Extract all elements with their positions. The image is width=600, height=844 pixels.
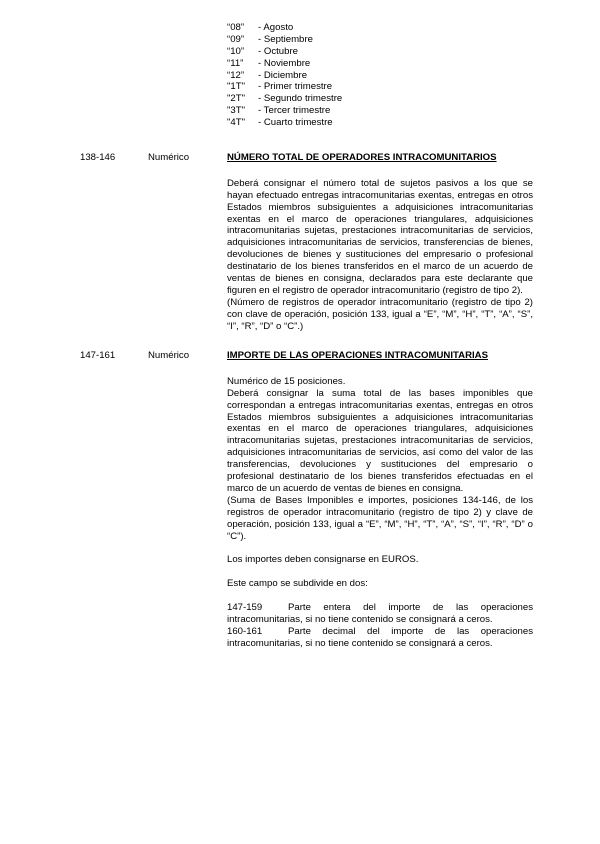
field-position: 138-146 [80,152,116,163]
period-code-row [227,105,342,117]
period-code-row [227,58,342,70]
period-code: “08” [227,22,245,33]
period-code-row [227,81,342,93]
description-paragraph: Deberá consignar el número total de sujetos pasivos a los que se hayan efectuado entregas intracomunitarias exentas, entregas en otros Estados miembros subsiguientes a adquisiciones intracomunitarias exentas en el marco de operaciones triangulares, adquisiciones intracomunitarias sujetas, prestaciones intracomunitarias de servicios, adquisiciones intracomunitarias de servicios, transferencias de bienes, devoluciones de bienes y sustituciones del empresario o profesional destinatario de los bienes transferidos en el marco de un acuerdo de ventas de bienes en consigna, declarados para este declarante que figuren en el registro de operador intracomunitario (registro de tipo 2). [227,177,533,296]
period-label: - Primer trimestre [258,81,333,93]
period-code-row [227,117,342,129]
period-code-row [227,22,342,34]
period-code: “11” [227,57,244,69]
subfield-row [227,602,533,626]
currency-note: Los importes deben consignarse en EUROS. [227,554,419,566]
period-label: - Septiembre [258,33,313,45]
period-code-row [227,34,342,46]
description-paragraph: Deberá consignar la suma total de las bases imponibles que correspondan a entregas intracomunitarias exentas, entregas en otros Estados miembros subsiguientes a adquisiciones intracomunitarias exentas en el marco de operaciones triangulares, adquisiciones intracomunitarias sujetas, prestaciones intracomunitarias de servicios, adquisiciones intracomunitarias de servicios, así como del valor de las transferencias, devoluciones y sustituciones del empresario o profesional destinatario de los bienes transferidos efectuadas en el marco de un acuerdo de ventas de bienes en consigna. [227,387,533,494]
period-label: - Tercer trimestre [258,105,331,117]
period-code: “09” [227,33,245,45]
period-code: "1T" [227,81,246,93]
period-label: - Segundo trimestre [258,93,343,105]
period-code-row [227,93,342,105]
subfield-text: Parte decimal del importe de las operaciones intracomunitarias, si no tiene contenido se consignará a ceros. [227,625,533,649]
period-code-row [227,70,342,82]
period-code: "4T" [227,117,246,129]
field-heading: NÚMERO TOTAL DE OPERADORES INTRACOMUNITARIOS [227,152,497,163]
subfield-text: Parte entera del importe de las operaciones intracomunitarias, si no tiene contenido se consignará a ceros. [227,601,533,625]
subfield-range: 160-161 [227,625,263,637]
field-length-note: Numérico de 15 posiciones. [227,375,346,387]
field-heading: IMPORTE DE LAS OPERACIONES INTRACOMUNITARIAS [227,350,488,361]
period-label: - Diciembre [258,69,308,81]
field-description [227,152,533,333]
period-label: - Cuarto trimestre [258,117,333,129]
subfield-row [227,626,533,650]
description-note: (Número de registros de operador intracomunitario (registro de tipo 2) con clave de operación, posición 133, igual a “E”, “M”, “H”, “T”, “A”, “S”, “I”, “R”, “D” o “C”.) [227,296,533,332]
period-label: - Octubre [258,45,298,57]
field-type: Numérico [148,152,190,163]
description-note: (Suma de Bases Imponibles e importes, posiciones 134-146, de los registros de operador intracomunitario (registro de tipo 2) y clave de operación, posición 133, igual a “E”, “M”, “H”, “T”, “A”, “S”, “I”, “R”, “D” o “C”). [227,494,533,542]
period-code-row [227,46,342,58]
period-code: “10” [227,45,245,57]
period-code: "2T" [227,93,246,105]
period-codes-list [227,22,342,129]
subfield-range: 147-159 [227,601,263,613]
field-position: 147-161 [80,350,116,361]
period-label: - Agosto [258,22,294,33]
period-label: - Noviembre [258,57,311,69]
field-description [227,350,533,650]
period-code: "3T" [227,105,246,117]
period-code: “12” [227,69,245,81]
subdivide-note: Este campo se subdivide en dos: [227,578,368,590]
field-type: Numérico [148,350,190,361]
